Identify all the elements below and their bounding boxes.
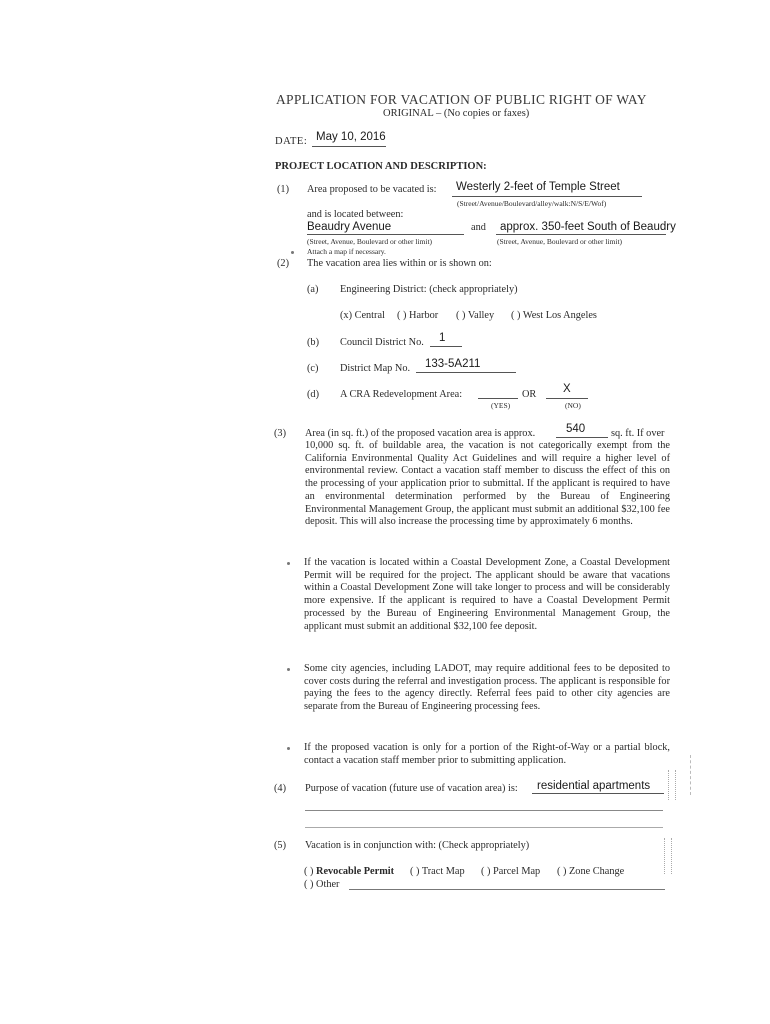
district-option-west-la[interactable]: [511, 310, 597, 323]
option-zone-change[interactable]: [557, 866, 624, 879]
cra-area-label: A CRA Redevelopment Area:: [340, 389, 463, 400]
item3-number: (3): [274, 428, 287, 439]
district-map-underline: [416, 372, 516, 373]
between-value-1[interactable]: Beaudry Avenue: [307, 221, 392, 233]
purpose-extra-line-1: [305, 810, 663, 811]
council-district-label: Council District No.: [340, 337, 424, 348]
engineering-district-label: Engineering District: (check appropriately): [340, 284, 518, 295]
item1-caption: (Street/Avenue/Boulevard/alley/walk:N/S/E/Wof): [457, 199, 607, 208]
item2-number: (2): [277, 258, 290, 269]
option-label: Other: [316, 879, 340, 890]
option-parcel-map[interactable]: [481, 866, 540, 879]
cra-yes-underline: [478, 398, 518, 399]
date-label: DATE:: [275, 136, 308, 147]
item1-number: (1): [277, 184, 290, 195]
date-underline: [312, 146, 386, 147]
purpose-label: Purpose of vacation (future use of vacation area) is:: [305, 783, 518, 794]
item4-number: (4): [274, 783, 287, 794]
purpose-value[interactable]: residential apartments: [537, 780, 651, 792]
cra-or-label: OR: [522, 389, 537, 400]
other-underline: [349, 889, 665, 890]
partial-block-note: If the proposed vacation is only for a portion of the Right-of-Way or a partial block, contact a vacation staff member prior to submitting application.: [304, 742, 670, 766]
option-label: Zone Change: [569, 866, 625, 877]
item5-number: (5): [274, 840, 287, 851]
option-mark: ( ): [410, 866, 420, 877]
page-title: APPLICATION FOR VACATION OF PUBLIC RIGHT OF WAY: [276, 92, 647, 107]
council-district-value[interactable]: 1: [439, 332, 446, 344]
vacated-area-underline: [452, 196, 642, 197]
section-heading: PROJECT LOCATION AND DESCRIPTION:: [275, 161, 487, 172]
option-revocable-permit[interactable]: [304, 866, 394, 879]
district-label: West Los Angeles: [522, 310, 597, 321]
between-caption-2: (Street, Avenue, Boulevard or other limit): [497, 237, 623, 246]
between-caption-1: (Street, Avenue, Boulevard or other limit): [307, 237, 433, 246]
item3-paragraph: 10,000 sq. ft. of buildable area, the vacation is not categorically exempt from the California Environmental Quality Act Guidelines and will require a higher level of environmental review. Contact a vacation staff member to discuss the effect of this on the processing of your application prior to submittal. If the applicant is required to have an environmental determination performed by the Bureau of Engineering Environmental Management Group, the applicant must submit an additional $32,100 fee deposit. This will also increase the processing time by approximately 6 months.: [305, 440, 670, 528]
located-between-label: and is located between:: [307, 209, 404, 220]
option-mark: ( ): [557, 866, 567, 877]
and-label: and: [471, 222, 486, 233]
bullet-icon: [291, 251, 294, 254]
cra-no-caption: (NO): [565, 401, 581, 410]
district-mark: (x): [340, 310, 353, 321]
district-mark: ( ): [397, 310, 407, 321]
option-tract-map[interactable]: [410, 866, 465, 879]
bullet-icon: [287, 562, 290, 565]
conjunction-label: Vacation is in conjunction with: (Check appropriately): [305, 840, 530, 851]
between-value-2[interactable]: approx. 350-feet South of Beaudry: [500, 221, 676, 233]
area-sqft-suffix: sq. ft. If over: [611, 428, 665, 439]
district-option-central[interactable]: [340, 310, 385, 323]
page-subtitle: ORIGINAL – (No copies or faxes): [383, 108, 530, 119]
cra-no-underline: [546, 398, 588, 399]
district-mark: ( ): [456, 310, 466, 321]
agency-fees-note: Some city agencies, including LADOT, may require additional fees to be deposited to cover costs during the referral and investigation process. The applicant is responsible for paying the fees to the agency directly. Referral fees paid to other city agencies are separate from the Bureau of Engineering processing fees.: [304, 663, 670, 713]
district-label: Central: [354, 310, 385, 321]
district-label: Harbor: [409, 310, 439, 321]
between-underline-1: [307, 234, 464, 235]
district-option-harbor[interactable]: [397, 310, 438, 323]
attach-map-note: Attach a map if necessary.: [307, 247, 386, 256]
purpose-extra-line-2: [305, 827, 663, 828]
item2c-label: (c): [307, 363, 319, 374]
scan-mark: [690, 755, 695, 795]
area-sqft-underline: [556, 437, 608, 438]
district-option-valley[interactable]: [456, 310, 494, 323]
item2b-label: (b): [307, 337, 320, 348]
item2-label: The vacation area lies within or is shown on:: [307, 258, 492, 269]
bullet-icon: [287, 668, 290, 671]
option-mark: ( ): [481, 866, 491, 877]
between-underline-2: [496, 234, 666, 235]
option-label: Revocable Permit: [316, 866, 395, 877]
area-sqft-label: Area (in sq. ft.) of the proposed vacation area is approx.: [305, 428, 536, 439]
item2d-label: (d): [307, 389, 320, 400]
bullet-icon: [287, 747, 290, 750]
coastal-zone-note: If the vacation is located within a Coastal Development Zone, a Coastal Development Permit will be required for the project. The applicant should be aware that vacations within a Coastal Development Zone will take longer to process and will be considerably more expensive. If the applicant is required to have a Coastal Development Permit processed by the Bureau of Engineering Environmental Management Group, the applicant must submit an additional $32,100 fee deposit.: [304, 557, 670, 632]
option-label: Parcel Map: [493, 866, 541, 877]
cra-yes-caption: (YES): [491, 401, 511, 410]
area-sqft-value[interactable]: 540: [566, 423, 586, 435]
district-map-label: District Map No.: [340, 363, 411, 374]
scan-mark: [668, 770, 676, 800]
option-label: Tract Map: [421, 866, 465, 877]
item2a-label: (a): [307, 284, 319, 295]
district-mark: ( ): [511, 310, 521, 321]
purpose-underline: [532, 793, 664, 794]
date-value[interactable]: May 10, 2016: [316, 131, 386, 143]
option-mark: ( ): [304, 879, 314, 890]
item1-label: Area proposed to be vacated is:: [307, 184, 437, 195]
cra-no-value[interactable]: X: [563, 383, 571, 395]
vacated-area-value[interactable]: Westerly 2-feet of Temple Street: [456, 181, 620, 193]
district-map-value[interactable]: 133-5A211: [425, 358, 481, 370]
council-district-underline: [430, 346, 462, 347]
scan-mark: [664, 838, 672, 874]
option-other[interactable]: [304, 879, 339, 892]
district-label: Valley: [467, 310, 495, 321]
option-mark: ( ): [304, 866, 314, 877]
